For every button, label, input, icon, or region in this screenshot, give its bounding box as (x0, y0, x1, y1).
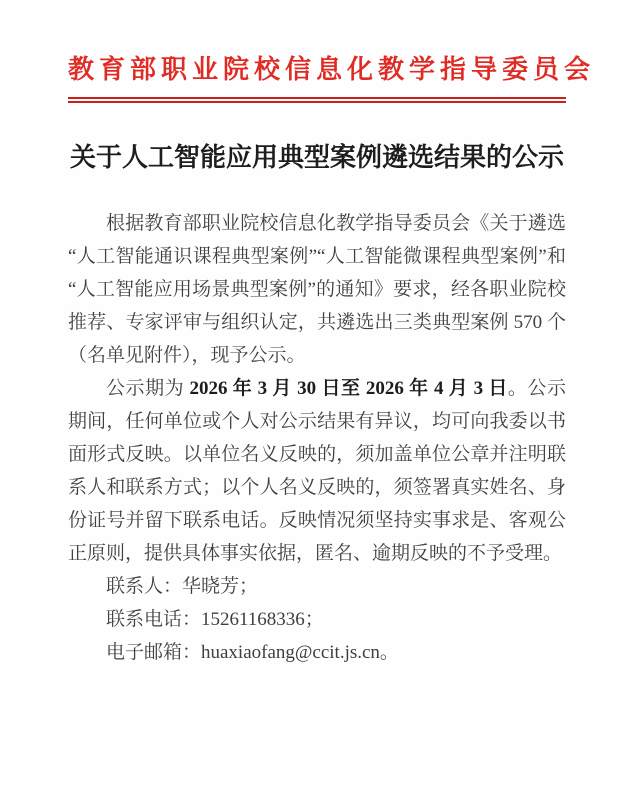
document-title: 关于人工智能应用典型案例遴选结果的公示 (69, 142, 564, 172)
contact-person-line: 联系人：华晓芳； (106, 575, 259, 597)
paragraph-intro: 根据教育部职业院校信息化教学指导委员会《关于遴选“人工智能通识课程典型案例”“人工智能微课程典型案例”和“人工智能应用场景典型案例”的通知》要求，经各职业院校推荐、专家评审与组织认定，共遴选出三类典型案例 570 个（名单见附件），现予公示。 (68, 212, 566, 366)
notice-period-prefix: 公示期为 (106, 377, 190, 399)
notice-period-paragraph (68, 372, 566, 570)
contact-email-line: 电子邮箱：huaxiaofang@ccit.js.cn。 (106, 641, 399, 663)
notice-period-body-text: 。公示期间，任何单位或个人对公示结果有异议，均可向我委以书面形式反映。以单位名义反映的，须加盖单位公章并注明联系人和联系方式；以个人名义反映的，须签署真实姓名、身份证号并留下联系电话。反映情况须坚持实事求是、客观公正原则，提供具体事实依据，匿名、逾期反映的不予受理。 (68, 377, 566, 564)
contact-phone-line: 联系电话：15261168336； (106, 608, 324, 630)
document-body (68, 207, 566, 669)
org-title: 教育部职业院校信息化教学指导委员会 (68, 54, 596, 84)
header-divider (68, 97, 566, 103)
notice-period-dates: 2026 年 3 月 30 日至 2026 年 4 月 3 日 (189, 377, 508, 399)
